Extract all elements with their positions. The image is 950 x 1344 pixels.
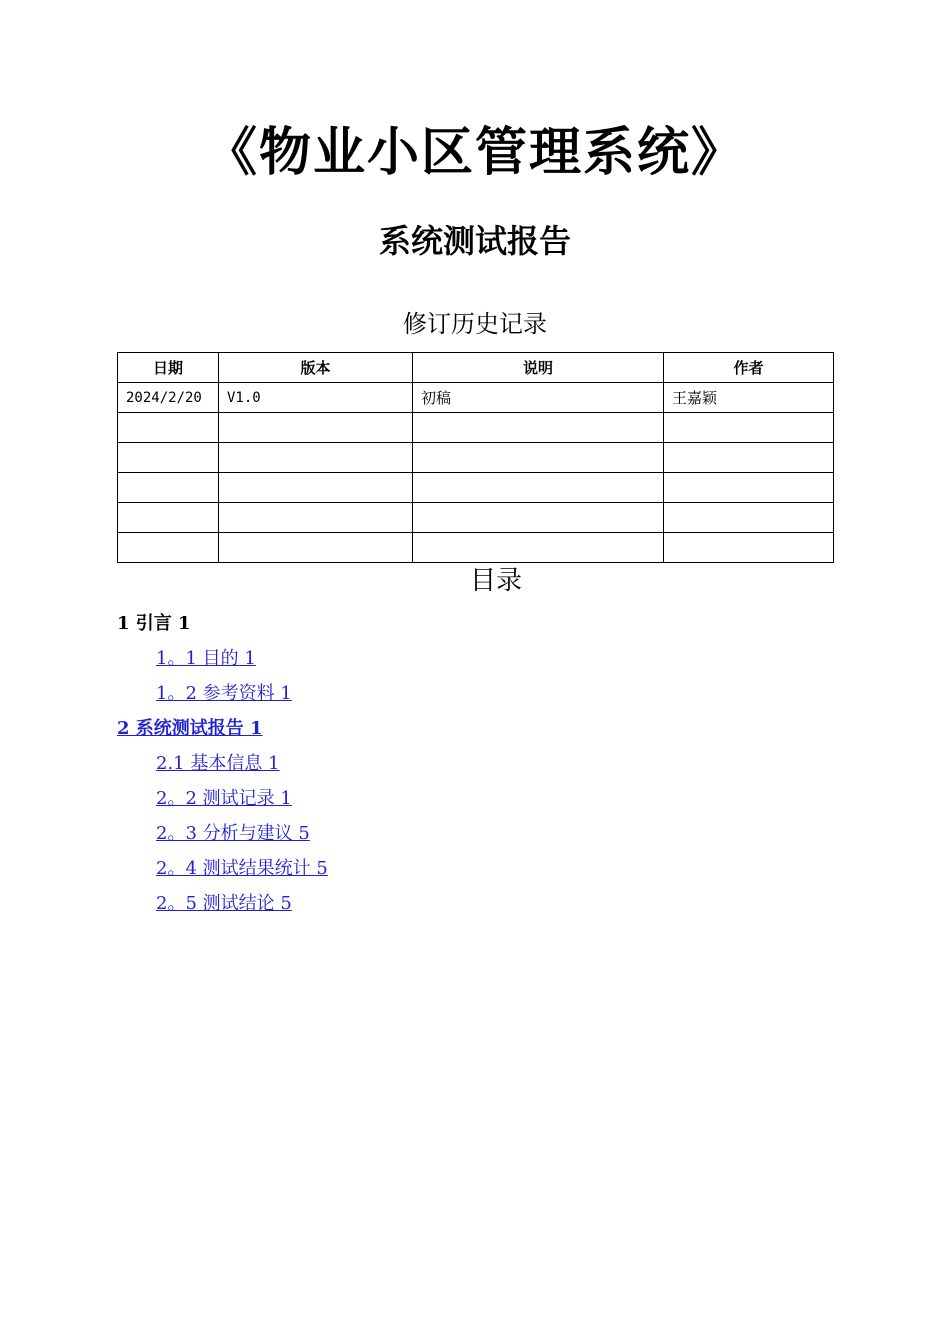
table-row [118, 413, 834, 443]
toc-link-1-2-references[interactable]: 1。2 参考资料 1 [156, 683, 292, 704]
table-row [118, 503, 834, 533]
toc-link-2-3-analysis[interactable]: 2。3 分析与建议 5 [156, 823, 310, 844]
cell-version [219, 443, 413, 473]
toc-title: 目录 [470, 566, 523, 596]
table-row [118, 383, 834, 413]
cell-date: 2024/2/20 [118, 383, 219, 413]
cell-author [664, 503, 834, 533]
cell-author: 王嘉颖 [664, 383, 834, 413]
header-author: 作者 [664, 353, 834, 383]
cell-author [664, 533, 834, 563]
toc-link-2-4-result-statistics[interactable]: 2。4 测试结果统计 5 [156, 858, 328, 879]
header-date: 日期 [118, 353, 219, 383]
table-header-row [118, 353, 834, 383]
toc-link-2-2-test-records[interactable]: 2。2 测试记录 1 [156, 788, 292, 809]
table-row [118, 473, 834, 503]
cell-version [219, 533, 413, 563]
cell-date [118, 473, 219, 503]
toc-item-1-introduction: 1 引言 1 [117, 613, 191, 634]
cell-author [664, 413, 834, 443]
revision-history-title: 修订历史记录 [403, 310, 547, 338]
table-row [118, 443, 834, 473]
cell-date [118, 413, 219, 443]
cell-description [413, 473, 664, 503]
cell-date [118, 533, 219, 563]
header-version: 版本 [219, 353, 413, 383]
cell-version: V1.0 [219, 383, 413, 413]
cell-date [118, 443, 219, 473]
cell-description: 初稿 [413, 383, 664, 413]
cell-date [118, 503, 219, 533]
toc-link-1-1-purpose[interactable]: 1。1 目的 1 [156, 648, 256, 669]
cell-description [413, 533, 664, 563]
toc-link-2-test-report[interactable]: 2 系统测试报告 1 [117, 718, 263, 739]
toc-link-2-5-conclusion[interactable]: 2。5 测试结论 5 [156, 893, 292, 914]
cell-description [413, 503, 664, 533]
cell-version [219, 503, 413, 533]
cell-description [413, 443, 664, 473]
cell-author [664, 443, 834, 473]
toc-link-2-1-basic-info[interactable]: 2.1 基本信息 1 [156, 753, 280, 774]
document-subtitle: 系统测试报告 [378, 222, 571, 260]
document-title: 《物业小区管理系统》 [204, 122, 745, 183]
cell-version [219, 473, 413, 503]
table-row [118, 533, 834, 563]
revision-history-table [117, 352, 834, 563]
cell-author [664, 473, 834, 503]
cell-version [219, 413, 413, 443]
header-description: 说明 [413, 353, 664, 383]
cell-description [413, 413, 664, 443]
